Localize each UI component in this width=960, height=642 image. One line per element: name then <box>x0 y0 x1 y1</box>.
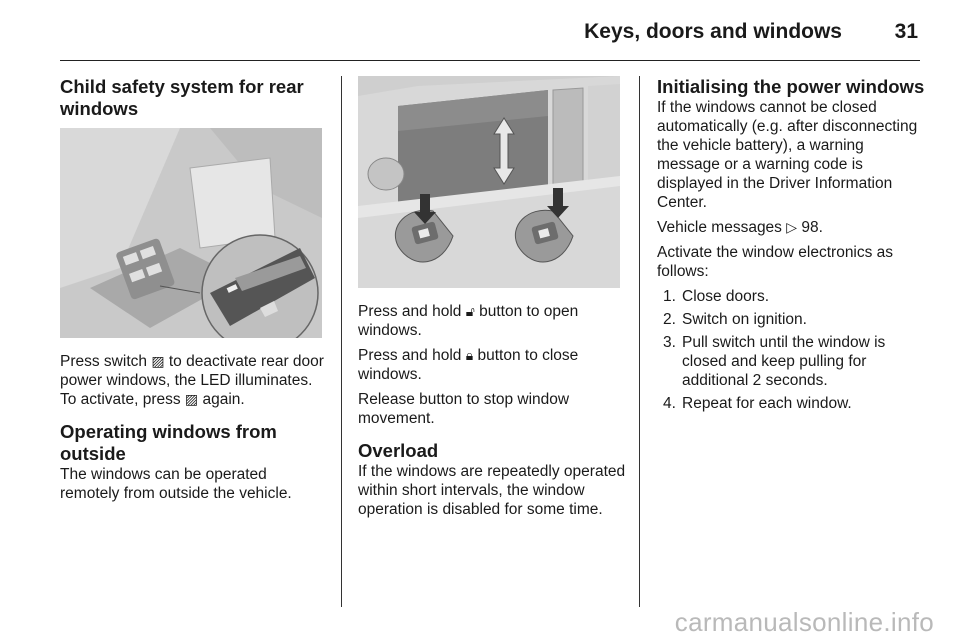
remote-window-figure <box>358 76 620 288</box>
column-divider-1 <box>341 76 342 607</box>
list-item: 2. Switch on ignition. <box>663 311 807 328</box>
list-item: 3. Pull switch until the window is closed and keep pulling for additional 2 seconds. <box>663 334 886 389</box>
para-overload: If the windows are repeatedly operated within short intervals, the window operation is disabled for some time. <box>358 463 626 518</box>
para-cannot-close: If the windows cannot be closed automatically (e.g. after disconnecting the vehicle battery), a warning message or a warning code is displayed in the Driver Information Center. <box>657 99 918 211</box>
heading-overload: Overload <box>358 440 439 461</box>
child-safety-switch-figure <box>60 128 322 338</box>
para-operate-remotely: The windows can be operated remotely from outside the vehicle. <box>60 466 292 502</box>
para-activate: Activate the window electronics as follows: <box>657 244 894 280</box>
list-item: 1. Close doors. <box>663 288 770 305</box>
para-close-windows: Press and hold 🔒︎ button to close windows. <box>358 347 579 383</box>
heading-initialising: Initialising the power windows <box>657 76 925 97</box>
watermark: carmanualsonline.info <box>674 607 934 637</box>
para-release-button: Release button to stop window movement. <box>358 391 570 427</box>
page-number: 31 <box>894 20 918 43</box>
para-press-switch: Press switch ▨ to deactivate rear door power windows, the LED illuminates. To activate, press ▨ again. <box>60 353 324 408</box>
column-1 <box>60 76 330 509</box>
para-vehicle-messages: Vehicle messages ▷ 98. <box>657 219 823 236</box>
list-item: 4. Repeat for each window. <box>663 395 852 412</box>
unlock-icon: 🔓︎ <box>465 303 475 319</box>
section-title: Keys, doors and windows <box>584 20 842 43</box>
child-lock-icon-2: ▨ <box>184 391 199 407</box>
column-3 <box>657 76 927 417</box>
page-header <box>60 14 920 61</box>
column-2 <box>358 76 628 525</box>
steps-list <box>657 287 927 413</box>
child-lock-icon: ▨ <box>151 353 165 369</box>
lock-icon: 🔒︎ <box>465 347 474 363</box>
page-ref-arrow-icon: ▷ <box>786 219 798 235</box>
heading-child-safety: Child safety system for rear windows <box>60 76 304 119</box>
heading-operating-outside: Operating windows from outside <box>60 421 277 464</box>
para-open-windows: Press and hold 🔓︎ button to open windows. <box>358 303 579 339</box>
column-divider-2 <box>639 76 640 607</box>
